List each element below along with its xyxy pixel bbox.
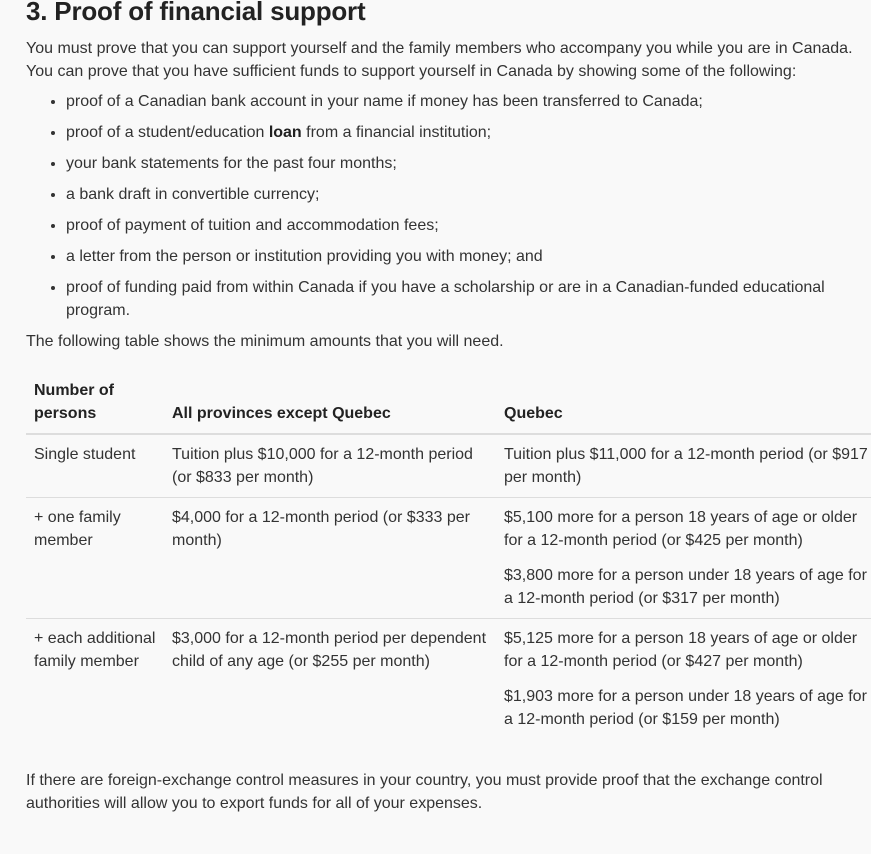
proof-item: • a bank draft in convertible currency; (66, 183, 866, 206)
section-title: 3. Proof of financial support (26, 0, 366, 26)
cell-quebec (496, 434, 871, 498)
cell-quebec (496, 619, 871, 740)
quebec-amount: Tuition plus $11,000 for a 12-month period (or $917 per month) (504, 446, 868, 486)
cell-all-provinces: $3,000 for a 12-month period per dependent child of any age (or $255 per month) (164, 619, 496, 740)
proof-list (26, 90, 866, 322)
table-row (26, 498, 871, 619)
proof-item: • proof of funding paid from within Canada if you have a scholarship or are in a Canadian-funded educational program. (66, 276, 866, 322)
closing-paragraph: If there are foreign-exchange control measures in your country, you must provide proof that the exchange control authorities will allow you to export funds for all of your expenses. (26, 772, 823, 812)
quebec-amount-adult: $5,100 more for a person 18 years of age or older for a 12-month period (or $425 per month) (504, 509, 858, 549)
quebec-amount-minor: $1,903 more for a person under 18 years of age for a 12-month period (or $159 per month) (504, 688, 867, 728)
cell-all-provinces: $4,000 for a 12-month period (or $333 per month) (164, 498, 496, 619)
table-row (26, 619, 871, 740)
proof-item-text: from a financial institution; (301, 124, 492, 141)
table-header-row (26, 371, 871, 434)
header-all-provinces: All provinces except Quebec (164, 371, 496, 434)
header-quebec: Quebec (496, 371, 871, 434)
proof-item: • proof of payment of tuition and accommodation fees; (66, 214, 866, 237)
cell-quebec (496, 498, 871, 619)
proof-item: • your bank statements for the past four months; (66, 152, 866, 175)
table-intro: The following table shows the minimum amounts that you will need. (26, 333, 504, 350)
cell-all-provinces: Tuition plus $10,000 for a 12-month period (or $833 per month) (172, 446, 473, 486)
proof-item: • a letter from the person or institution providing you with money; and (66, 245, 866, 268)
proof-item-text: proof of a student/education (66, 124, 269, 141)
proof-item-bold-term: loan (268, 124, 302, 141)
quebec-amount-minor: $3,800 more for a person under 18 years of age for a 12-month period (or $317 per month) (504, 567, 867, 607)
header-number-of-persons: Number of persons (26, 371, 164, 434)
cell-persons: + each additional family member (26, 619, 164, 740)
minimum-amounts-table (26, 371, 871, 739)
cell-persons: + one family member (26, 498, 164, 619)
proof-item (66, 121, 866, 144)
intro-paragraph: You must prove that you can support yourself and the family members who accompany you while you are in Canada. You can prove that you have sufficient funds to support yourself in Canada by showing some of the following: (26, 40, 853, 80)
proof-item: • proof of a Canadian bank account in your name if money has been transferred to Canada; (66, 90, 866, 113)
cell-persons: Single student (34, 446, 136, 463)
quebec-amount-adult: $5,125 more for a person 18 years of age or older for a 12-month period (or $427 per month) (504, 630, 858, 670)
table-row (26, 434, 871, 498)
